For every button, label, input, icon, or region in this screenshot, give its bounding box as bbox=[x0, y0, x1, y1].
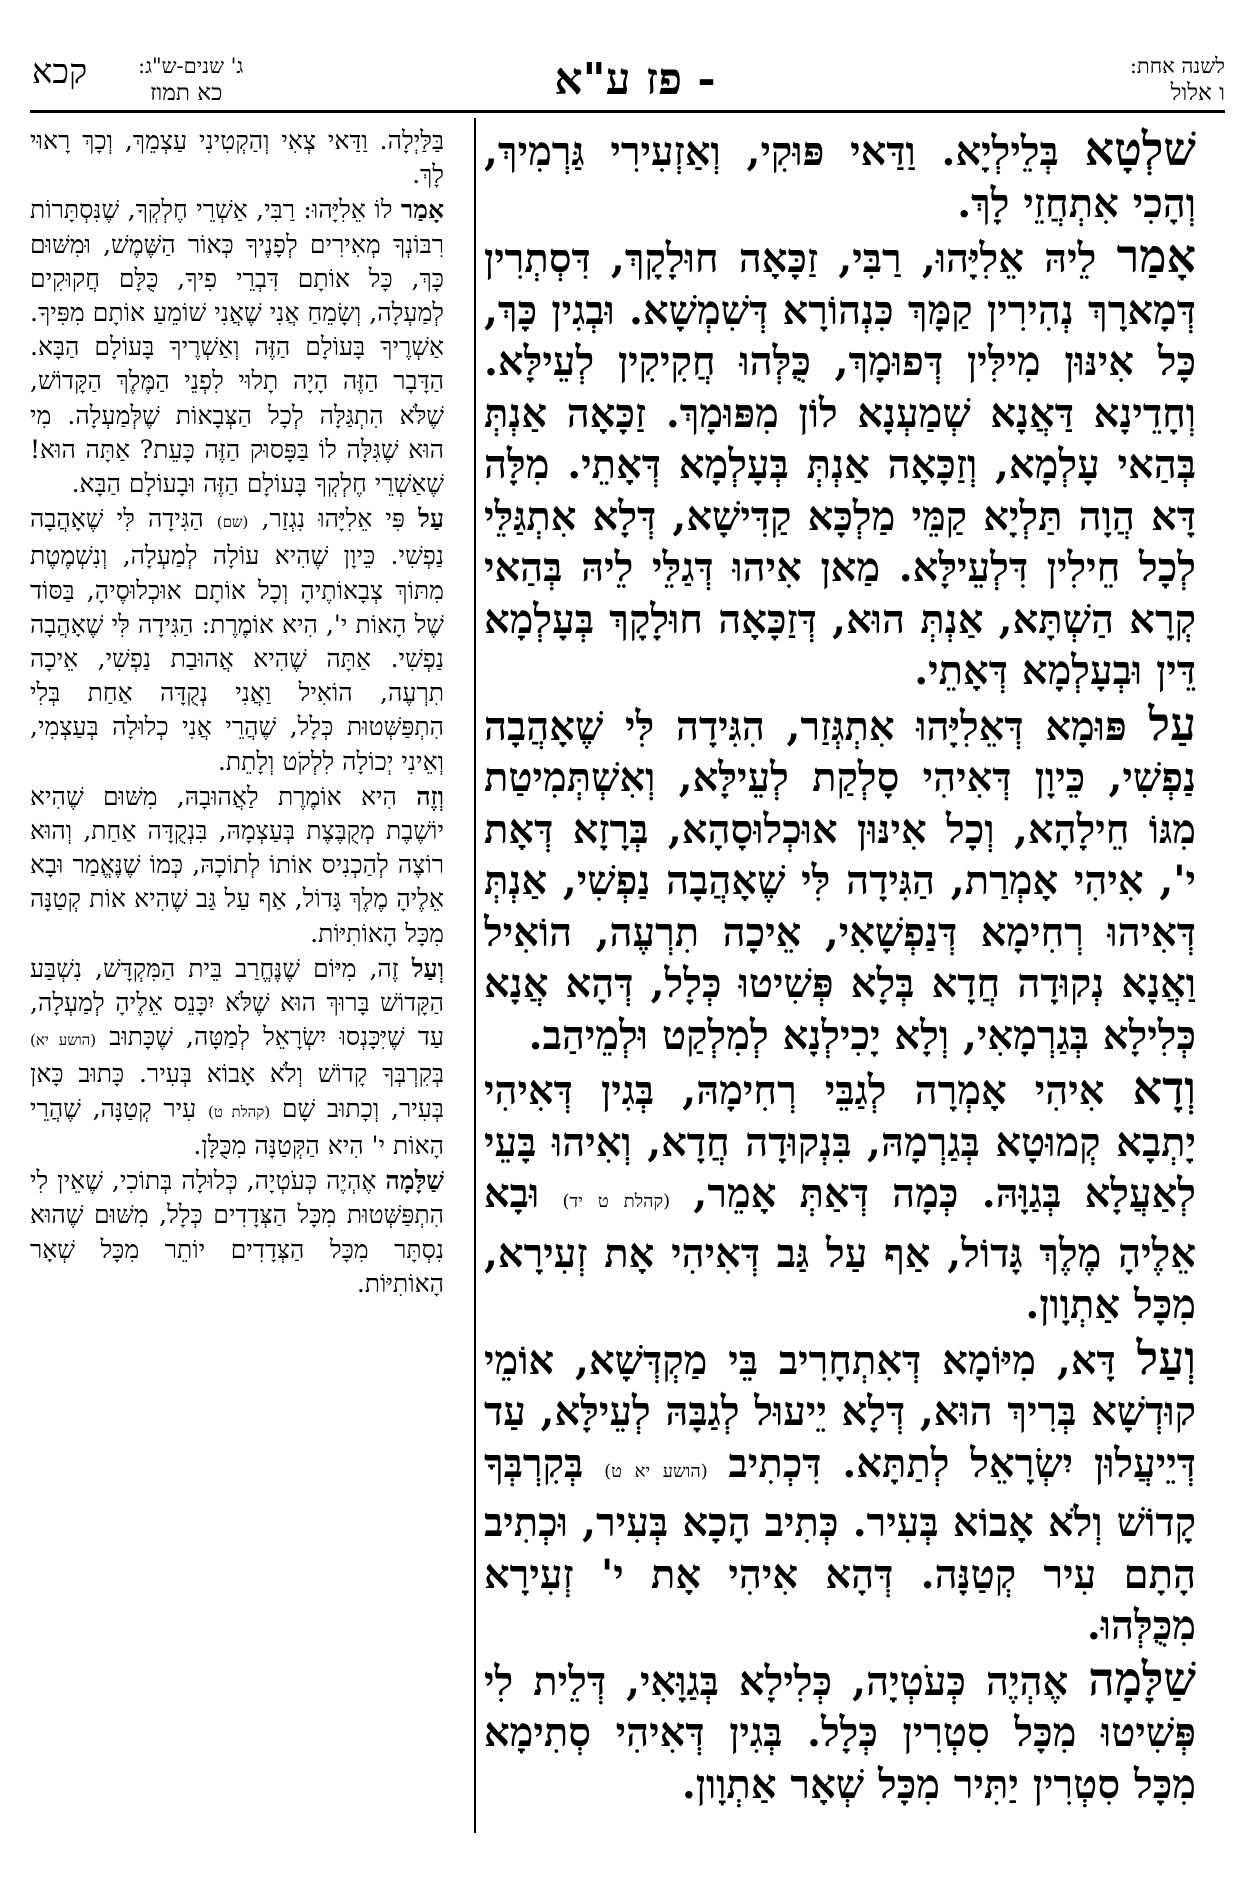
header-rule bbox=[30, 110, 1225, 113]
source-reference: (שם) bbox=[216, 513, 249, 532]
page-title: - פז ע"א bbox=[554, 54, 716, 105]
paragraph-text: בְּקִרְבְּךָ קָדוֹשׁ וְלֹא אָבוֹא בְּעִיר. כָּתוּב כָּאן בְּעִיר, וְכָתוּב שָׁם bbox=[30, 1059, 444, 1123]
paragraph-text: דָּא, מִיּוֹמָא דְּאִתְחָרִיב בֵּי מַקְדְּשָׁא, אוֹמֵי קוּדְשָׁא בְּרִיךְ הוּא, דְּלָא יֵיעוּל לְגַבָּהּ לְעֵילָּא, עַד דְּיֵיעֲלוּן יִשְׂרָאֵל לְתַתָּא. דִּכְתִיב bbox=[484, 1336, 1196, 1487]
main-paragraph bbox=[484, 1330, 1226, 1652]
paragraph-opening-word: וְזֶה bbox=[416, 781, 444, 811]
paragraph-text: בְּלֵילְיָא. וַדַּאי פּוּקִי, וְאַזְעִירִי גַּרְמִיךְ, וְהָכִי אִתְחֲזֵי לָךְ. bbox=[484, 128, 1196, 227]
source-reference: (קהלת ט יד) bbox=[562, 1191, 671, 1212]
paragraph-opening-word: וְעַל bbox=[1136, 1330, 1196, 1385]
side-paragraph bbox=[30, 193, 466, 501]
page-header bbox=[0, 0, 1253, 115]
paragraph-text: לֵיהּ אֵלִיָּהוּ, רַבִּי, זַכָּאָה חוּלָקָךְ, דִּסְתְרִין דְּמָארָךְ נְהִירִין קַמָּךְ כִּנְהוֹרָא דְּשִׁמְשָׁא. וּבְגִין כָּךְ, כָּל אִינּוּן מִילִּין דְּפוּמָךְ, כֻּלְּהוּ חֲקִיקִין לְעֵילָּא. וְחָדֵינָא דַּאֲנָא שְׁמַעְנָא לוֹן מִפּוּמָךְ. זַכָּאָה אַנְתְּ בְּהַאי עָלְמָא, וְזַכָּאָה אַנְתְּ בְּעָלְמָא דְּאָתֵי. מִלָּה דָּא הֲוָה תַּלְיָא קַמֵּי מַלְכָּא קַדִּישָׁא, דְּלָא אִתְגַּלֵּי לְכָל חֵילִין דִּלְעֵילָּא. מַאן אִיהוּ דְּגַלֵּי לֵיהּ בְּהַאי קְרָא הַשְׁתָּא, אַנְתְּ הוּא, דְּזַכָּאָה חוּלָקָךְ בְּעָלְמָא דֵּין וּבְעָלְמָא דְּאָתֵי. bbox=[484, 235, 1196, 694]
side-paragraph bbox=[30, 502, 466, 779]
paragraph-text: וּבָא אֵלֶיהָ מֶלֶךְ גָּדוֹל, אַף עַל גַּב דְּאִיהִי אָת זְעִירָא, מִכָּל אַתְוָון. bbox=[484, 1170, 1196, 1328]
main-column-aramaic bbox=[484, 124, 1226, 1844]
side-paragraph bbox=[30, 952, 466, 1163]
paragraph-opening-word: וְעַל bbox=[411, 953, 444, 983]
paragraph-text: זֶה, מִיּוֹם שֶׁנֶּחֱרַב בֵּית הַמִּקְדָּשׁ, נִשְׁבַּע הַקָּדוֹשׁ בָּרוּךְ הוּא שֶׁלֹּא יִכָּנֵס אֵלֶיהָ לְמַעְלָה, עַד שֶׁיִּכָּנְסוּ יִשְׂרָאֵל לְמַטָּה, שֶׁכָּתוּב bbox=[30, 953, 444, 1052]
main-paragraph bbox=[484, 124, 1226, 229]
paragraph-text: אֶהְיֶה כְּעֹטְיָה, כְּלִילָא בְּגַוָּאִי, דְּלֵית לִי פְּשִׁיטוּ מִכָּל סִטְרִין כְּלָל. בְּגִין דְּאִיהִי סְתִימָא מִכָּל סִטְרִין יַתִּיר מִכָּל שְׁאָר אַתְוָון. bbox=[484, 1657, 1196, 1808]
paragraph-text: פִּי אֵלִיָּהוּ נִגְזַר, bbox=[248, 504, 419, 534]
paragraph-text: עִיר קְטַנָּה, שֶׁהֲרֵי הָאוֹת י' הִיא הַקְּטַנָּה מִכֻּלָּן. bbox=[30, 1093, 444, 1160]
paragraph-text: פּוּמָא דְּאֵלִיָּהוּ אִתְגְּזַר, הִגִּידָה לִּי שֶׁאָהֲבָה נַפְשִׁי, כֵּיוָן דְּאִיהִי סָלְקַת לְעֵילָּא, וְאִשְׁתְּמִיטַת מִגּוֹ חֵילָהָא, וְכָל אִינּוּן אוּכְלוּסָהָא, בְּרָזָא דְּאָת י', אִיהִי אָמְרַת, הַגִּידָה לִּי שֶׁאָהֲבָה נַפְשִׁי, אַנְתְּ דְּאִיהוּ רְחִימָא דְּנַפְשָׁאִי, אֵיכָה תִרְעֶה, הוֹאִיל וַאֲנָא נְקוּדָה חֲדָא בְּלָא פְּשִׁיטוּ כְּלָל, דְּהָא אֲנָא כְּלִילָא בְּגַרְמָאִי, וְלָא יָכִילְנָא לְמִלְקַט וּלְמֵיהַב. bbox=[484, 702, 1196, 1059]
paragraph-text: אֶהְיֶה כְּעֹטְיָה, כְּלוּלָה בְּתוֹכִי, שֶׁאֵין לִי הִתְפַּשְּׁטוּת מִכָּל הַצְּדָדִים כְּלָל, מִשּׁוּם שֶׁהוּא נִסְתָּר מִכָּל הַצְּדָדִים יוֹתֵר מִכָּל שְׁאָר הָאוֹתִיּוֹת. bbox=[30, 1166, 444, 1298]
main-paragraph bbox=[484, 1651, 1226, 1811]
paragraph-opening-word: שַׁלָּמָה bbox=[385, 1166, 444, 1196]
paragraph-text: הִיא אוֹמֶרֶת לַאֲהוּבָהּ, מִשּׁוּם שֶׁהִיא יוֹשֶׁבֶת מְקֻבֶּצֶת בְּעַצְמָהּ, בִּנְקֻדָּה אַחַת, וְהוּא רוֹצֶה לְהַכְנִיס אוֹתוֹ לְתוֹכָהּ, כְּמוֹ שֶׁנֶּאֱמַר וּבָא אֵלֶיהָ מֶלֶךְ גָּדוֹל, אַף עַל גַּב שֶׁהִיא אוֹת קְטַנָּה מִכָּל הָאוֹתִיּוֹת. bbox=[30, 781, 444, 948]
side-paragraph bbox=[30, 1164, 466, 1301]
paragraph-opening-word: שׁלְטָא bbox=[1084, 124, 1196, 176]
paragraph-opening-word: אָמַר bbox=[400, 195, 444, 225]
main-paragraph bbox=[484, 231, 1226, 697]
source-reference: (הושע יא ט) bbox=[604, 1460, 708, 1482]
page-number: קכא bbox=[32, 52, 88, 92]
main-paragraph bbox=[484, 1063, 1226, 1331]
paragraph-text: בְּקִרְבְּךָ קָדוֹשׁ וְלֹא אָבוֹא בְּעִיר. כְּתִיב הָכָא בְּעִיר, וּכְתִיב הָתָם עִיר קְטַנָּה. דְּהָא אִיהִי אָת י' זְעִירָא מִכֻּלְּהוּ. bbox=[484, 1439, 1196, 1649]
header-study-cycle-one-year: לשנה אחת: bbox=[1129, 54, 1225, 78]
paragraph-opening-word: עַל bbox=[1148, 696, 1196, 751]
paragraph-opening-word: וְדָא bbox=[1132, 1061, 1196, 1115]
side-paragraph bbox=[30, 124, 466, 192]
source-reference: (קהלת ט) bbox=[208, 1102, 271, 1121]
side-column-translation bbox=[30, 124, 466, 1844]
paragraph-opening-word: עַל bbox=[418, 504, 444, 534]
header-date-three-years: כא תמוז bbox=[150, 80, 223, 106]
paragraph-text: לוֹ אֵלִיָּהוּ: רַבִּי, אַשְׁרֵי חֶלְקְךָ, שֶׁנִּסְתָּרוֹת רִבּוֹנְךָ מְאִירִים לְפָנֶיךָ כְּאוֹר הַשֶּׁמֶשׁ, וּמִשּׁוּם כָּךְ, כָּל אוֹתָם דִּבְרֵי פִיךָ, כֻּלָּם חֲקוּקִים לְמַעְלָה, וְשָׂמֵחַ אֲנִי שֶׁאֲנִי שׁוֹמֵעַ אוֹתָם מִפִּיךָ. אַשְׁרֶיךָ בָּעוֹלָם הַזֶּה וְאַשְׁרֶיךָ בָּעוֹלָם הַבָּא. הַדָּבָר הַזֶּה הָיָה תָלוּי לִפְנֵי הַמֶּלֶךְ הַקָּדוֹשׁ, שֶׁלֹּא הִתְגַּלָּה לְכָל הַצְּבָאוֹת שֶׁלְּמַעְלָה. מִי הוּא שֶׁגִּלָּה לוֹ בַּפָּסוּק הַזֶּה כָּעֵת? אַתָּה הוּא! שֶׁאַשְׁרֵי חֶלְקְךָ בָּעוֹלָם הַזֶּה וּבָעוֹלָם הַבָּא. bbox=[30, 195, 444, 499]
main-paragraph bbox=[484, 696, 1226, 1062]
side-paragraph bbox=[30, 780, 466, 951]
header-study-cycle-three-years: ג' שנים-ש"ג: bbox=[138, 54, 244, 78]
paragraph-text: הַגִּידָה לִּי שֶׁאָהֲבָה נַפְשִׁי. כֵּיוָן שֶׁהִיא עוֹלָה לְמַעְלָה, וְנִשְׁמֶטֶת מִתּוֹךְ צְבָאוֹתֶיהָ וְכָל אוֹתָם אוּכְלוּסֶיהָ, בַּסּוֹד שֶׁל הָאוֹת י', הִיא אוֹמֶרֶת: הַגִּידָה לִּי שֶׁאָהֲבָה נַפְשִׁי. אַתָּה שֶׁהִיא אֲהוּבַת נַפְשִׁי, אֵיכָה תִרְעֶה, הוֹאִיל וַאֲנִי נְקֻדָּה אַחַת בְּלִי הִתְפַּשְּׁטוּת כְּלָל, שֶׁהֲרֵי אֲנִי כְלוּלָה בְּעַצְמִי, וְאֵינִי יְכוֹלָה לִלְקֹט וְלָתֵת. bbox=[30, 504, 444, 776]
paragraph-text: בַּלַּיְלָה. וַדַּאי צְאִי וְהַקְטִינִי עַצְמֵךְ, וְכָךְ רָאוּי לָךְ. bbox=[30, 126, 444, 190]
paragraph-opening-word: אָמַר bbox=[1116, 229, 1196, 283]
source-reference: (הושע יא) bbox=[30, 1031, 97, 1050]
header-date-one-year: ו אלול bbox=[1170, 80, 1225, 106]
paragraph-opening-word: שַׁלָּמָה bbox=[1088, 1651, 1196, 1706]
paragraph-text: אִיהִי אָמְרָה לְגַבֵּי רְחִימָהּ, בְּגִין דְּאִיהִי יָתְבָא קְמוּטָא בְּגַרְמָהּ, בִּנְקוּדָה חֲדָא, וְאִיהוּ בָּעֵי לְאַעֲלָא בְּגַוָּהּ. כְּמָה דְּאַתְּ אָמֵר, bbox=[484, 1067, 1196, 1217]
column-divider bbox=[474, 118, 476, 1833]
